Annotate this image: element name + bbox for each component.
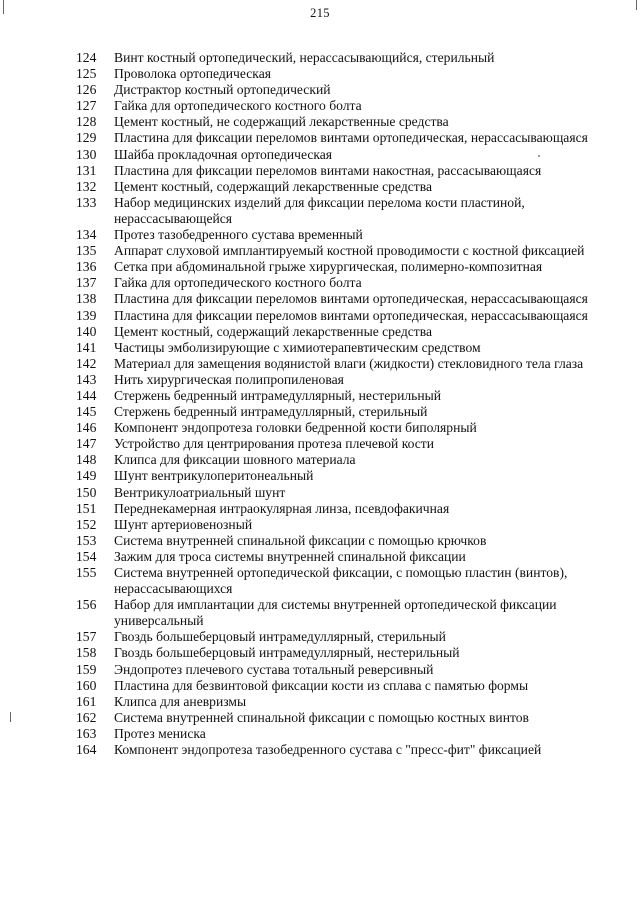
list-item: [76, 82, 616, 98]
item-number: 144: [76, 387, 97, 403]
item-number: 142: [76, 355, 97, 371]
item-text: Эндопротез плечевого сустава тотальный реверсивный: [114, 661, 434, 677]
item-text: Гайка для ортопедического костного болта: [114, 98, 362, 114]
item-number: 156: [76, 597, 97, 613]
item-text: Шунт вентрикулоперитонеальный: [114, 468, 314, 484]
item-number: 143: [76, 371, 97, 387]
item-text: Сетка при абдоминальной грыже хирургическая, полимерно-композитная: [114, 259, 543, 275]
item-number: 127: [76, 98, 97, 114]
item-text: Стержень бедренный интрамедуллярный, стерильный: [114, 404, 428, 420]
item-text: Стержень бедренный интрамедуллярный, нестерильный: [114, 387, 442, 403]
list-item: [76, 404, 616, 420]
list-item: [76, 356, 616, 372]
item-text: Гвоздь большеберцовый интрамедуллярный, стерильный: [114, 629, 446, 645]
item-text: Компонент эндопротеза тазобедренного сустава с "пресс-фит" фиксацией: [114, 742, 542, 758]
item-number: 145: [76, 404, 97, 420]
list-item: [76, 629, 616, 645]
item-text: Шайба прокладочная ортопедическая: [114, 146, 333, 162]
item-number: 133: [76, 194, 97, 210]
item-number: 157: [76, 629, 97, 645]
list-item: [76, 308, 616, 324]
list-item: [76, 501, 616, 517]
item-number: 125: [76, 66, 97, 82]
item-text: Винт костный ортопедический, нерассасывающийся, стерильный: [114, 50, 495, 65]
item-text: Зажим для троса системы внутренней спинальной фиксации: [114, 548, 466, 564]
page-number: 215: [310, 6, 330, 20]
item-text: Шунт артериовенозный: [114, 516, 253, 532]
list-item: [76, 565, 616, 597]
item-text: Набор для имплантации для системы внутренней ортопедической фиксации универсальный: [114, 597, 557, 629]
list-item: [76, 549, 616, 565]
item-text: Пластина для фиксации переломов винтами ортопедическая, нерассасывающаяся: [114, 307, 588, 323]
medical-device-list: [76, 50, 616, 758]
list-item: [76, 694, 616, 710]
item-text: Аппарат слуховой имплантируемый костной проводимости с костной фиксацией: [114, 243, 585, 259]
item-text: Протез тазобедренного сустава временный: [114, 227, 363, 243]
list-item: [76, 98, 616, 114]
list-item: [76, 227, 616, 243]
list-item: [76, 597, 616, 629]
item-number: 147: [76, 436, 97, 452]
item-number: 131: [76, 162, 97, 178]
item-number: 159: [76, 661, 97, 677]
item-number: 141: [76, 339, 97, 355]
item-number: 155: [76, 565, 97, 580]
scan-margin-mark: [10, 712, 11, 722]
item-text: Клипса для фиксации шовного материала: [114, 452, 356, 468]
item-number: 129: [76, 130, 97, 146]
item-number: 130: [76, 146, 97, 162]
item-number: 136: [76, 259, 97, 275]
list-item: [76, 710, 616, 726]
item-text: Переднекамерная интраокулярная линза, псевдофакичная: [114, 500, 450, 516]
item-number: 164: [76, 742, 97, 758]
item-number: 153: [76, 532, 97, 548]
item-text: Система внутренней ортопедической фиксации, с помощью пластин (винтов), нерассасывающихся: [114, 565, 568, 597]
list-item: [76, 742, 616, 758]
item-text: Система внутренней спинальной фиксации с помощью костных винтов: [114, 709, 529, 725]
item-text: Устройство для центрирования протеза плечевой кости: [114, 436, 435, 452]
list-item: [76, 485, 616, 501]
item-number: 132: [76, 178, 97, 194]
item-text: Цемент костный, содержащий лекарственные средства: [114, 323, 432, 339]
item-text: Протез мениска: [114, 725, 206, 741]
item-text: Компонент эндопротеза головки бедренной кости биполярный: [114, 420, 477, 436]
list-item: [76, 645, 616, 661]
list-item: [76, 517, 616, 533]
item-number: 128: [76, 114, 97, 130]
list-item: [76, 372, 616, 388]
item-text: Проволока ортопедическая: [114, 66, 271, 82]
list-item: [76, 275, 616, 291]
item-number: 124: [76, 50, 97, 65]
item-text: Гайка для ортопедического костного болта: [114, 275, 362, 291]
item-number: 135: [76, 243, 97, 259]
item-number: 134: [76, 227, 97, 243]
list-item: [76, 195, 616, 227]
list-item: [76, 66, 616, 82]
list-item: [76, 130, 616, 146]
item-number: 146: [76, 420, 97, 436]
item-text: Цемент костный, не содержащий лекарственные средства: [114, 114, 449, 130]
item-text: Пластина для безвинтовой фиксации кости из сплава с памятью формы: [114, 677, 529, 693]
item-number: 140: [76, 323, 97, 339]
list-item: [76, 340, 616, 356]
item-number: 150: [76, 484, 97, 500]
list-item: [76, 291, 616, 307]
list-item: [76, 114, 616, 130]
list-item: [76, 388, 616, 404]
item-text: Вентрикулоатриальный шунт: [114, 484, 286, 500]
item-number: 139: [76, 307, 97, 323]
item-number: 137: [76, 275, 97, 291]
item-number: 154: [76, 548, 97, 564]
list-item: [76, 452, 616, 468]
list-item: [76, 163, 616, 179]
item-number: 126: [76, 82, 97, 98]
item-number: 149: [76, 468, 97, 484]
list-item: [76, 436, 616, 452]
list-item: [76, 533, 616, 549]
list-item: [76, 147, 616, 163]
list-item: [76, 179, 616, 195]
item-text: Частицы эмболизирующие с химиотерапевтическим средством: [114, 339, 481, 355]
item-number: 161: [76, 693, 97, 709]
list-item: [76, 243, 616, 259]
item-text: Пластина для фиксации переломов винтами ортопедическая, нерассасывающаяся: [114, 291, 588, 307]
list-item: [76, 50, 616, 66]
item-text: Клипса для аневризмы: [114, 693, 247, 709]
item-text: Дистрактор костный ортопедический: [114, 82, 331, 98]
item-number: 138: [76, 291, 97, 307]
item-text: Система внутренней спинальной фиксации с помощью крючков: [114, 532, 487, 548]
list-item: [76, 420, 616, 436]
item-number: 152: [76, 516, 97, 532]
item-text: Гвоздь большеберцовый интрамедуллярный, нестерильный: [114, 645, 460, 661]
item-text: Цемент костный, содержащий лекарственные средства: [114, 178, 432, 194]
item-number: 163: [76, 725, 97, 741]
item-text: Пластина для фиксации переломов винтами накостная, рассасывающаяся: [114, 162, 542, 178]
item-text: Нить хирургическая полипропиленовая: [114, 371, 344, 387]
item-text: Набор медицинских изделий для фиксации перелома кости пластиной, нерассасывающейся: [114, 194, 525, 226]
item-number: 158: [76, 645, 97, 661]
list-item: [76, 662, 616, 678]
list-item: [76, 726, 616, 742]
item-number: 151: [76, 500, 97, 516]
item-text: Пластина для фиксации переломов винтами ортопедическая, нерассасывающаяся: [114, 130, 588, 146]
list-item: [76, 259, 616, 275]
list-item: [76, 324, 616, 340]
item-text: Материал для замещения водянистой влаги (жидкости) стекловидного тела глаза: [114, 355, 584, 371]
item-number: 160: [76, 677, 97, 693]
list-item: [76, 468, 616, 484]
item-number: 162: [76, 709, 97, 725]
item-number: 148: [76, 452, 97, 468]
list-item: [76, 678, 616, 694]
